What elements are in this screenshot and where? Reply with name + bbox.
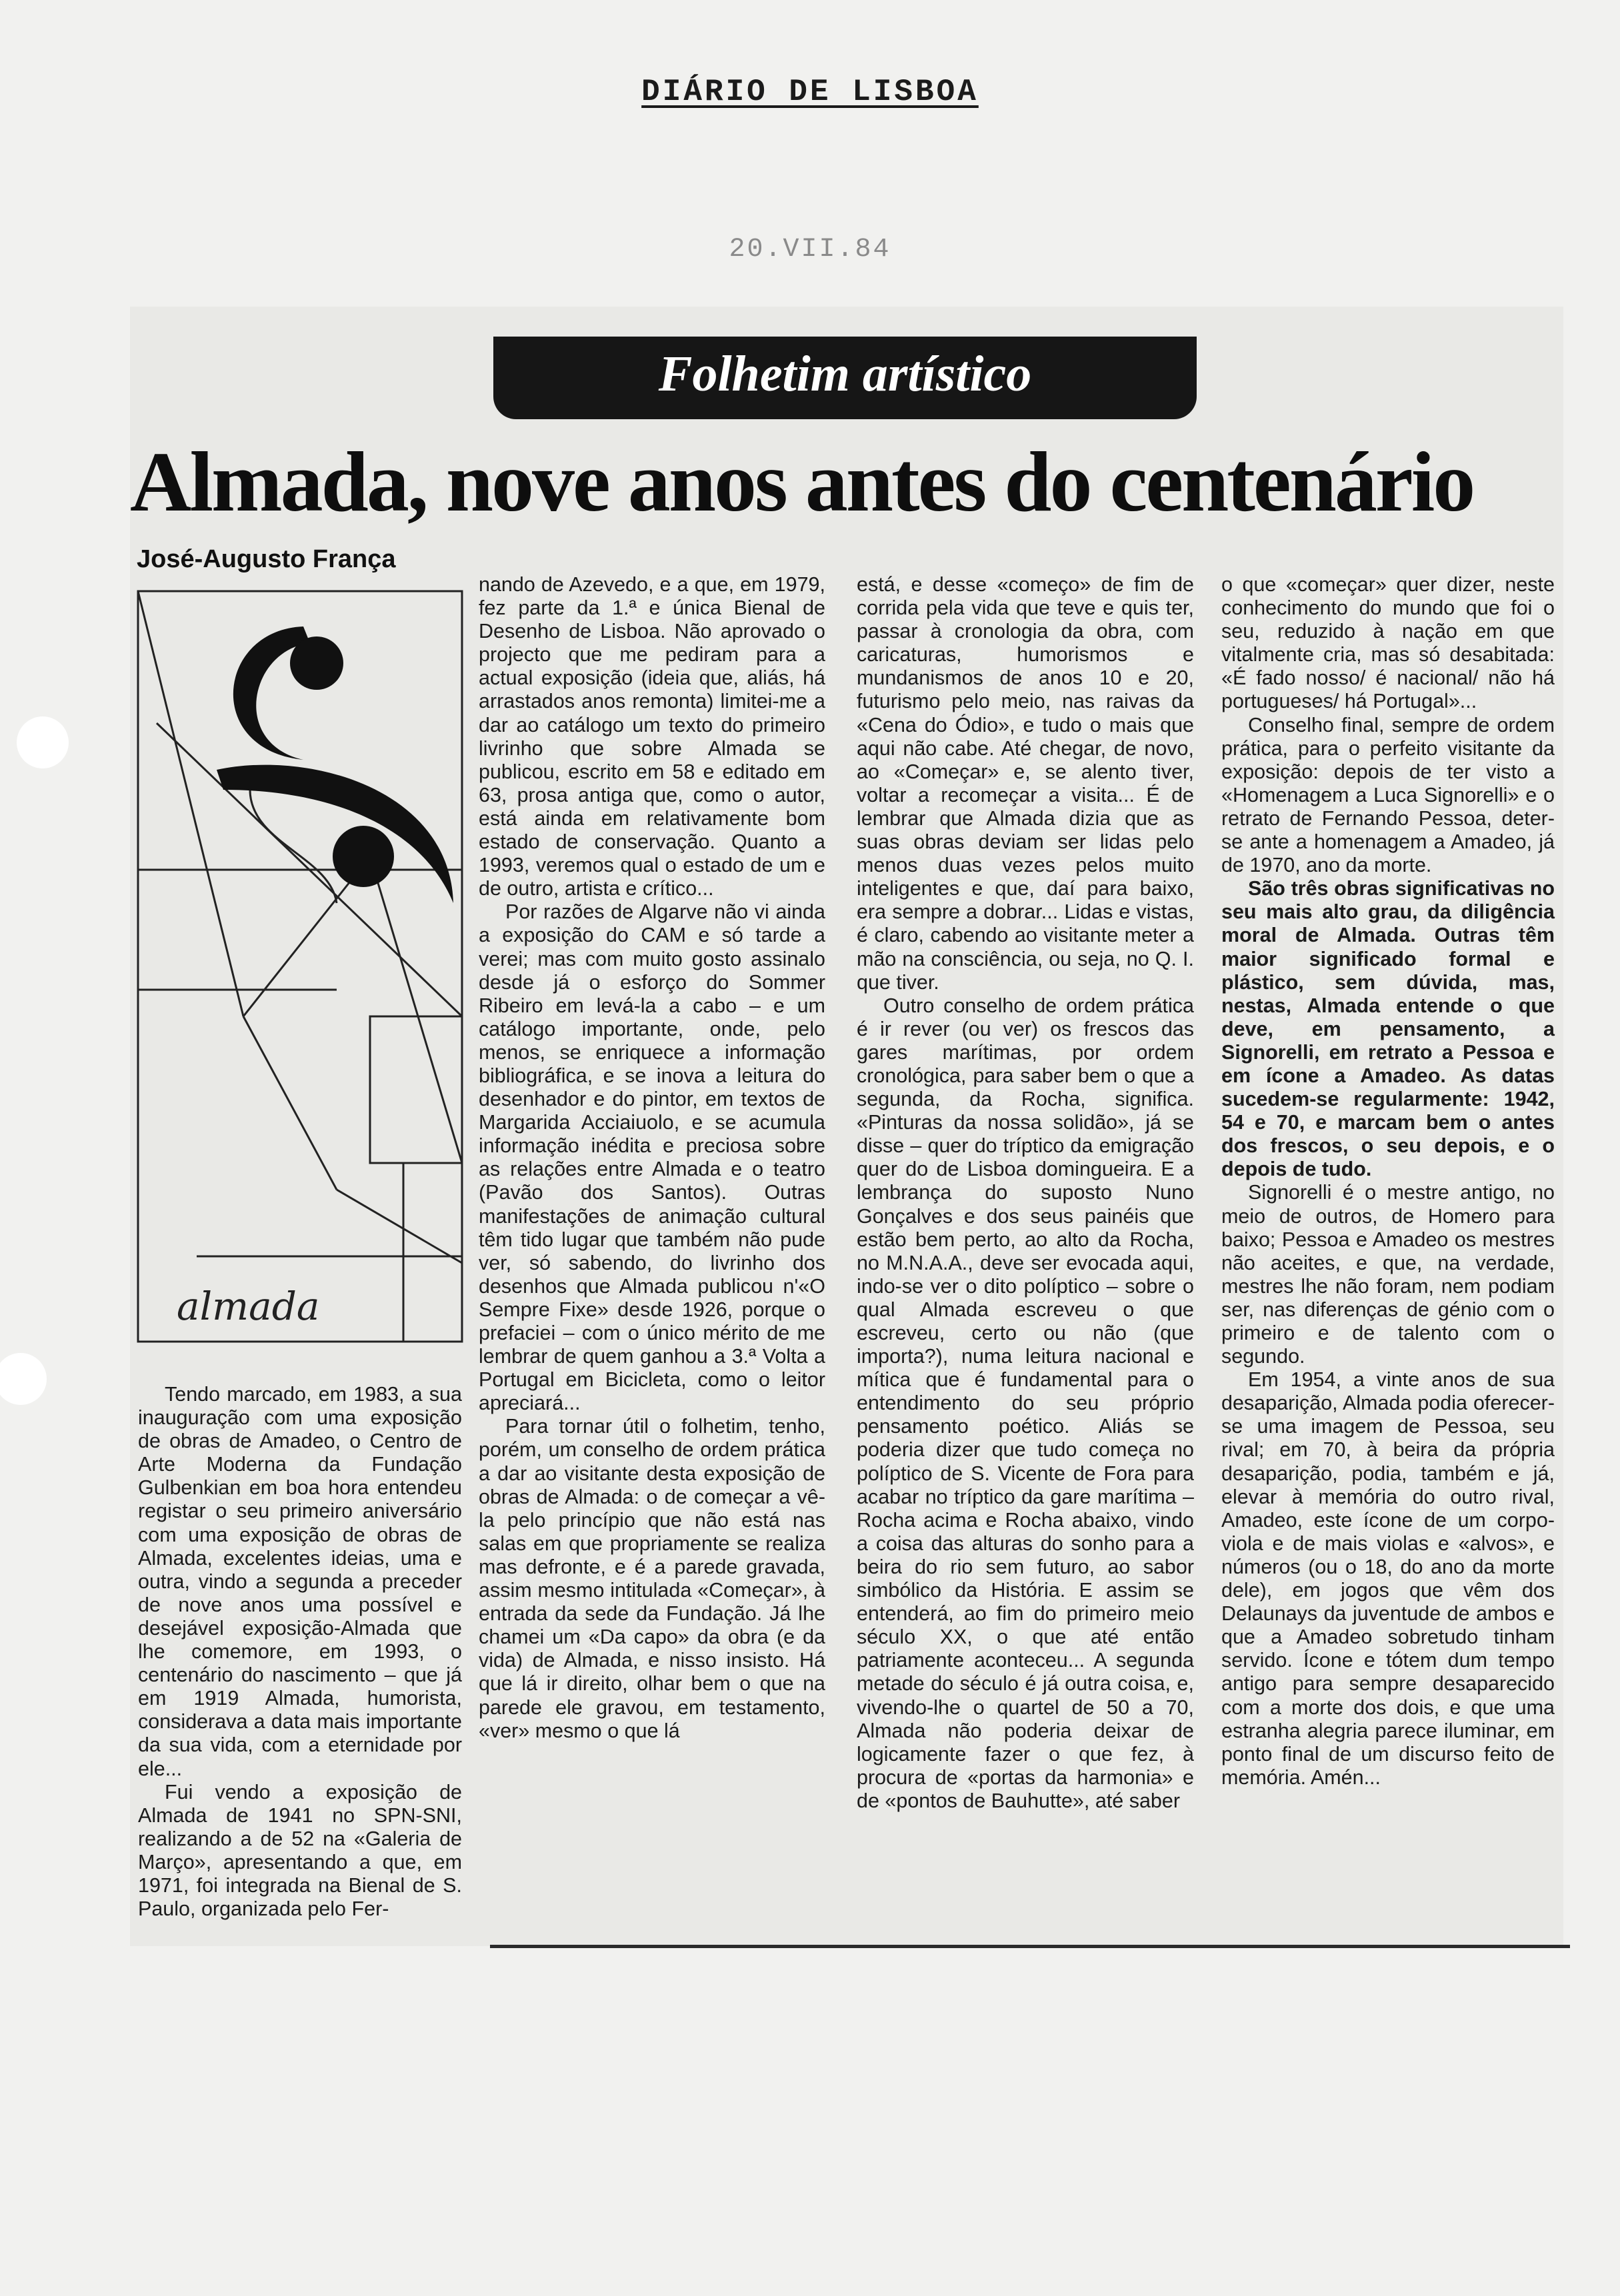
clipping-date: 20.VII.84 [729,235,891,265]
article-column-3 [857,573,1194,1813]
column-paragraph: nando de Azevedo, e a que, em 1979, fez parte da 1.ª e única Bienal de Desenho de Lisboa. Não aprovado o projecto que me pediram para a actual exposição (ideia que, aliás, há arrastados anos remonta) limitei-me a dar ao catálogo um texto do primeiro livrinho que sobre Almada se publicou, escrito em 58 e editado em 63, prosa antiga que, como o autor, está ainda em relativamente bom estado de conservação. Quanto a 1993, veremos qual o estado de um e de outro, artista e crítico... [479,573,825,900]
column-paragraph: o que «começar» quer dizer, neste conhecimento do mundo que foi o seu, reduzido à nação em que vitalmente cria, mas só desabitada: «É fado nosso/ é nacional/ não há portugueses/ há Portugal»... [1221,573,1555,713]
column-paragraph-bold: São três obras significativas no seu mais alto grau, da diligência moral de Almada. Outras têm maior significado formal e plástico, sem dúvida, mas, nestas, Almada entende o que deve, em pensamento, a Signorelli, em retrato a Pessoa e em ícone a Amadeo. As datas sucedem-se regularmente: 1942, 54 e 70, e marcam bem o antes dos frescos, o seu depois, e o depois de tudo. [1221,877,1555,1181]
column-paragraph: Conselho final, sempre de ordem prática, para o perfeito visitante da exposição: depois de ter visto a «Homenagem a Luca Signorelli» e o retrato de Fernando Pessoa, deter-se ante a homenagem a Amadeo, já de 1970, ano da morte. [1221,713,1555,877]
article-column-2 [479,573,825,1743]
upper-dot [290,636,343,690]
article-column-1 [138,1383,462,1921]
artwork-signature: almada [177,1284,320,1329]
column-paragraph: Signorelli é o mestre antigo, no meio de outros, de Homero para baixo; Pessoa e Amadeo os mestres não aceites, e que, na verdade, mestres lhe não foram, nem podiam ser, nas diferenças de génio com o primeiro e de talento com o segundo. [1221,1181,1555,1368]
column-paragraph: Outro conselho de ordem prática é ir rever (ou ver) os frescos das gares marítimas, por ordem cronológica, para saber bem o que a segunda, da Rocha, significa. «Pinturas da nossa solidão», já se disse – quer do tríptico da emigração quer do de Lisboa domingueira. E a lembrança do suposto Nuno Gonçalves e dos seus painéis que estão bem perto, ao alto da Rocha, no M.N.A.A., deve ser evocada aqui, indo-se ver o dito políptico – sobre o qual Almada escreveu o que escreveu, certo ou não (que importa?), numa leitura nacional e mítica que é fundamental para o entendimento do seu próprio pensamento poético. Aliás se poderia dizer que tudo começa no políptico de S. Vicente de Fora para acabar no tríptico da gare marítima – Rocha acima e Rocha abaixo, vindo a coisa das alturas do sonho para a beira do rio sem futuro, ao sabor simbólico da História. E assim se entenderá, ao fim do primeiro meio século XX, o que até então patriamente aconteceu... A segunda metade do século é já outra coisa, e, vivendo-lhe o quartel de 50 a 70, Almada não poderia deixar de logicamente fazer o que fez, à procura de «portas da harmonia» e de «pontos de Bauhutte», até saber [857,994,1194,1812]
punch-hole [17,716,69,768]
column-paragraph: Por razões de Algarve não vi ainda a exposição do CAM e só tarde a verei; mas com muito gosto assinalo desde já o esforço do Sommer Ribeiro em levá-la a cabo – e um catálogo importante, onde, pelo menos, se enriquece a informação bibliográfica, e se inova a leitura do desenhador e do pintor, em textos de Margarida Acciaiuolo, e se acumula informação inédita e preciosa sobre as relações entre Almada e o teatro (Pavão dos Santos). Outras manifestações de animação cultural têm tido lugar que também não pude ver, só sabendo, do livrinho dos desenhos que Almada publicou n'«O Sempre Fixe» desde 1926, porque o prefaciei – com o único mérito de me lembrar de quem ganhou a 3.ª Volta a Portugal em Bicicleta, como o leitor apreciará... [479,900,825,1415]
almada-drawing-illustration [137,590,463,1343]
column-paragraph: Em 1954, a vinte anos de sua desaparição, Almada podia oferecer-se uma imagem de Pessoa, seu rival; em 70, à beira da própria desaparição, podia, também e já, elevar à memória do outro rival, Amadeo, este ícone de um corpo-viola e de mais violas e «alvos», e números (ou o 18, do ano da morte dele), em jogos que vêm dos Delaunays da juventude de ambos e que a Amadeo sobretudo tinham servido. Ícone e tótem dum tempo antigo para sempre desaparecido com a morte dos dois, e que uma estranha alegria parece iluminar, em ponto final de um discurso feito de memória. Amén... [1221,1368,1555,1789]
newspaper-masthead: DIÁRIO DE LISBOA [641,75,979,109]
punch-hole [0,1353,47,1405]
article-column-4 [1221,573,1555,1789]
section-title: Folhetim artístico [658,346,1032,402]
article-author: José-Augusto França [137,545,396,573]
column-paragraph: Para tornar útil o folhetim, tenho, porém, um conselho de ordem prática a dar ao visitante desta exposição de obras de Almada: o de começar a vê-la pelo princípio que não está nas salas em que propriamente se realiza mas defronte, e é a parede gravada, assim mesmo intitulada «Começar», à entrada da sede da Fundação. Já lhe chamei um «Da capo» da obra (e da vida) de Almada, e nisso insisto. Há que lá ir direito, olhar bem o que na parede ele gravou, em testamento, «ver» mesmo o que lá [479,1415,825,1742]
bottom-rule [490,1945,1570,1948]
column-paragraph: está, e desse «começo» de fim de corrida pela vida que teve e quis ter, passar à cronologia da obra, com caricaturas, humorismos e mundanismos de anos 10 e 20, futurismo pelo meio, nas raivas da «Cena do Ódio», e tudo o mais que aqui não cabe. Até chegar, de novo, ao «Começar» e, se alento tiver, voltar a recomeçar a visita... É de lembrar que Almada dizia que as suas obras deviam ser lidas pelo menos duas vezes pelos muito inteligentes e que, daí para baixo, era sempre a dobrar... Lidas e vistas, é claro, cabendo ao visitante meter a mão na consciência, ou seja, no Q. I. que tiver. [857,573,1194,994]
column-paragraph: Tendo marcado, em 1983, a sua inauguração com uma exposição de obras de Amadeo, o Centro de Arte Moderna da Fundação Gulbenkian em boa hora entendeu registar o seu primeiro aniversário com uma exposição de obras de Almada, excelentes ideias, uma e outra, vindo a segunda a preceder de nove anos uma possível e desejável exposição-Almada que lhe comemore, em 1993, o centenário do nascimento – que já em 1919 Almada, humorista, considerava a data mais importante da sua vida, com a eternidade por ele... [138,1383,462,1780]
column-paragraph: Fui vendo a exposição de Almada de 1941 no SPN-SNI, realizando a de 52 na «Galeria de Março», apresentando a que, em 1971, foi integrada na Bienal de S. Paulo, organizada pelo Fer- [138,1780,462,1921]
article-headline: Almada, nove anos antes do centenário [130,435,1474,529]
lower-dot [333,826,394,887]
